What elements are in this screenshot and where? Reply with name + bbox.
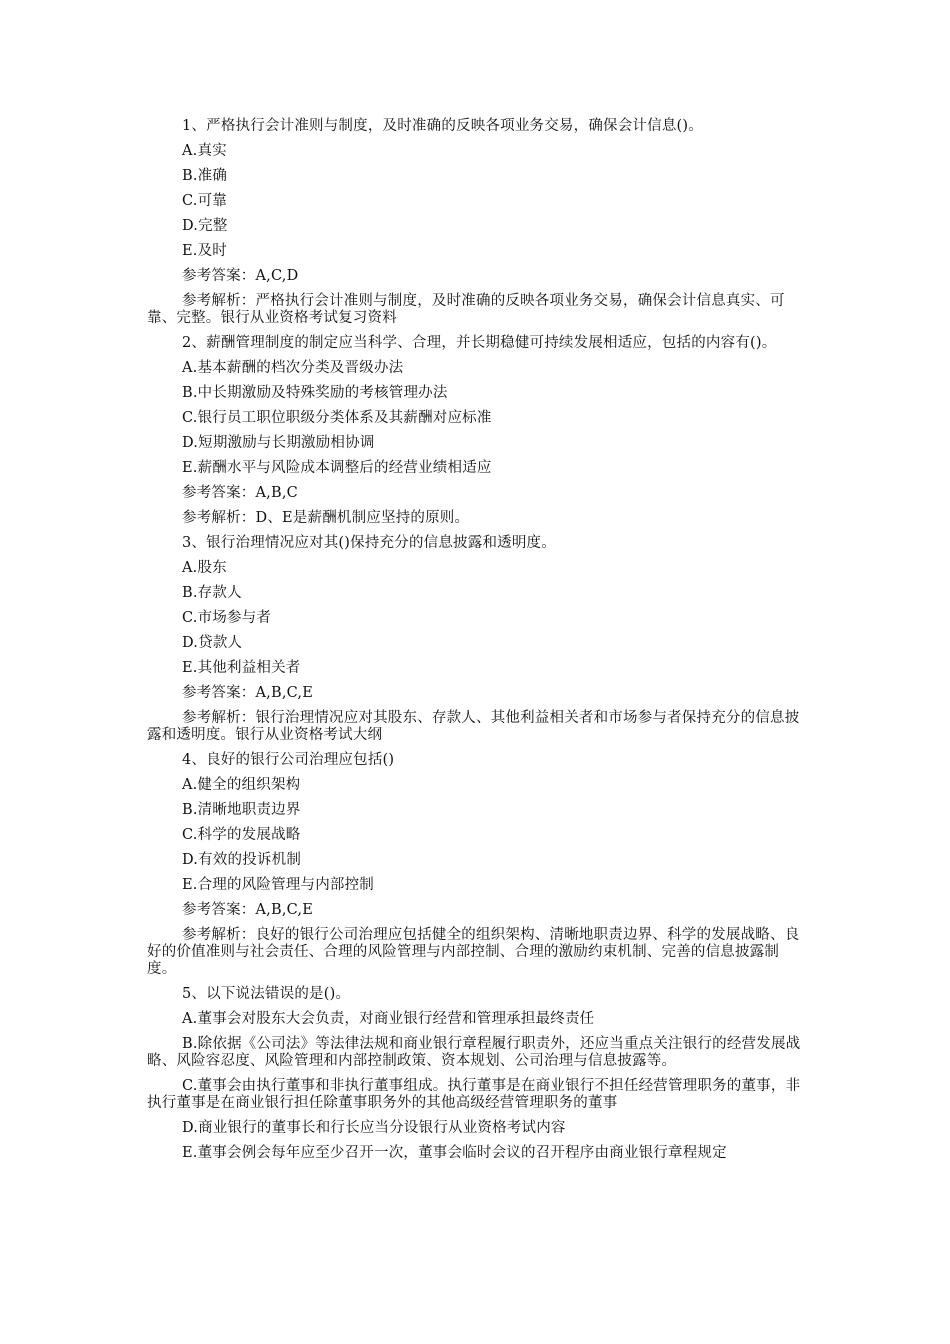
option-b: B.存款人 bbox=[182, 585, 242, 601]
option-c: C.可靠 bbox=[182, 193, 227, 209]
option-e: E.薪酬水平与风险成本调整后的经营业绩相适应 bbox=[182, 460, 492, 476]
question-1 bbox=[147, 118, 807, 327]
option-b: B.清晰地职责边界 bbox=[182, 802, 301, 818]
question-stem: 1、严格执行会计准则与制度，及时准确的反映各项业务交易，确保会计信息()。 bbox=[182, 118, 703, 134]
reference-answer: 参考答案：A,B,C bbox=[182, 485, 298, 501]
option-c: C.董事会由执行董事和非执行董事组成。执行董事是在商业银行不担任经营管理职务的董事，非执行董事是在商业银行担任除董事职务外的其他高级经营管理职务的董事 bbox=[147, 1078, 801, 1111]
option-e: E.合理的风险管理与内部控制 bbox=[182, 877, 374, 893]
question-stem: 4、良好的银行公司治理应包括() bbox=[182, 752, 395, 768]
option-d: D.商业银行的董事长和行长应当分设银行从业资格考试内容 bbox=[182, 1120, 566, 1136]
option-d: D.完整 bbox=[182, 218, 228, 234]
option-c: C.科学的发展战略 bbox=[182, 827, 301, 843]
reference-analysis: 参考解析：D、E是薪酬机制应坚持的原则。 bbox=[182, 510, 470, 526]
option-c: C.市场参与者 bbox=[182, 610, 272, 626]
option-b: B.准确 bbox=[182, 168, 228, 184]
reference-answer: 参考答案：A,C,D bbox=[182, 268, 299, 284]
option-e: E.其他利益相关者 bbox=[182, 660, 301, 676]
document-body bbox=[147, 118, 807, 1170]
option-e: E.及时 bbox=[182, 243, 227, 259]
reference-answer: 参考答案：A,B,C,E bbox=[182, 902, 314, 918]
question-2 bbox=[147, 335, 807, 527]
question-stem: 2、薪酬管理制度的制定应当科学、合理，并长期稳健可持续发展相适应，包括的内容有()。 bbox=[182, 335, 777, 351]
reference-analysis: 参考解析：良好的银行公司治理应包括健全的组织架构、清晰地职责边界、科学的发展战略、良好的价值准则与社会责任、合理的风险管理与内部控制、合理的激励约束机制、完善的信息披露制度。 bbox=[147, 927, 800, 977]
question-stem: 3、银行治理情况应对其()保持充分的信息披露和透明度。 bbox=[182, 535, 556, 551]
option-a: A.基本薪酬的档次分类及晋级办法 bbox=[182, 360, 404, 376]
reference-answer: 参考答案：A,B,C,E bbox=[182, 685, 314, 701]
reference-analysis: 参考解析：严格执行会计准则与制度，及时准确的反映各项业务交易，确保会计信息真实、可靠、完整。银行从业资格考试复习资料 bbox=[147, 293, 785, 326]
option-c: C.银行员工职位职级分类体系及其薪酬对应标准 bbox=[182, 410, 492, 426]
question-4 bbox=[147, 752, 807, 978]
option-d: D.贷款人 bbox=[182, 635, 243, 651]
option-e: E.董事会例会每年应至少召开一次，董事会临时会议的召开程序由商业银行章程规定 bbox=[182, 1145, 727, 1161]
option-d: D.短期激励与长期激励相协调 bbox=[182, 435, 375, 451]
option-d: D.有效的投诉机制 bbox=[182, 852, 302, 868]
question-5 bbox=[147, 986, 807, 1162]
option-a: A.股东 bbox=[182, 560, 227, 576]
question-3 bbox=[147, 535, 807, 744]
option-a: A.真实 bbox=[182, 143, 227, 159]
option-a: A.健全的组织架构 bbox=[182, 777, 301, 793]
reference-analysis: 参考解析：银行治理情况应对其股东、存款人、其他利益相关者和市场参与者保持充分的信息披露和透明度。银行从业资格考试大纲 bbox=[147, 710, 800, 743]
option-b: B.中长期激励及特殊奖励的考核管理办法 bbox=[182, 385, 448, 401]
option-b: B.除依据《公司法》等法律法规和商业银行章程履行职责外，还应当重点关注银行的经营发展战略、风险容忍度、风险管理和内部控制政策、资本规划、公司治理与信息披露等。 bbox=[147, 1036, 801, 1069]
question-stem: 5、以下说法错误的是()。 bbox=[182, 986, 351, 1002]
option-a: A.董事会对股东大会负责，对商业银行经营和管理承担最终责任 bbox=[182, 1011, 595, 1027]
